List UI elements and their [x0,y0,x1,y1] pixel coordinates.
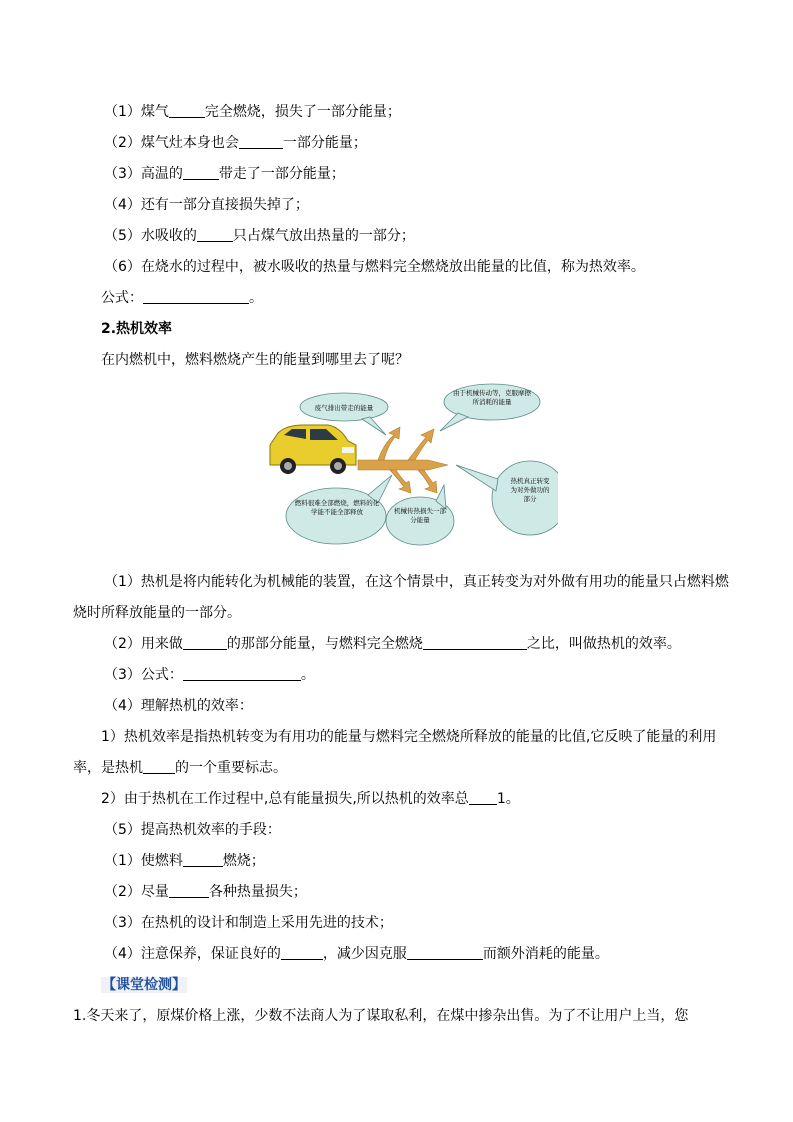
answer-blank[interactable] [197,227,233,242]
item-text: （1）使燃料 [104,853,183,869]
formula-end: 。 [249,290,263,306]
bubble-friction [440,384,540,431]
paragraph [73,759,287,777]
energy-flow-figure [258,383,558,549]
item-text: 之比，叫做热机的效率。 [526,636,681,652]
list-item [104,883,307,901]
list-item [104,196,309,214]
section-intro: 在内燃机中，燃料燃烧产生的能量到哪里去了呢？ [101,352,409,368]
list-item [104,258,645,276]
item-text: 1。 [496,791,520,807]
item-text: 而额外消耗的能量。 [482,946,609,962]
item-number: （4） [104,197,141,213]
list-item [104,666,315,684]
question-text: 1.冬天来了，原煤价格上涨，少数不法商人为了谋取私利，在煤中掺杂出售。为了不让用户上当，您 [73,1008,689,1024]
item-text: 的一个重要标志。 [175,760,287,776]
item-text: ，减少因克服 [322,946,407,962]
item-text: 一部分能量； [282,135,367,151]
classroom-check-tag: 【课堂检测】 [102,977,186,993]
list-item: （3）在热机的设计和制造上采用先进的技术； [104,915,393,931]
list-item: （4）理解热机的效率： [104,698,253,714]
bubble-incomplete [286,475,392,544]
item-text: 2）由于热机在工作过程中,总有能量损失,所以热机的效率总 [101,791,469,807]
bubble-useful [456,461,558,535]
answer-blank[interactable] [469,790,497,805]
list-item [104,103,401,121]
item-text: 只占煤气放出热量的一部分； [232,228,415,244]
item-text: 完全燃烧，损失了一部分能量； [204,104,401,120]
item-text: 带走了一部分能量； [218,166,345,182]
section-tag-line [101,976,187,994]
figure-canvas [258,383,558,549]
item-text: 煤气 [140,104,169,120]
item-text: 高温的 [140,166,183,182]
formula-label: 公式： [101,290,143,306]
answer-blank[interactable] [183,666,301,681]
item-text: 。 [300,667,315,683]
formula-line [101,289,263,307]
item-text: 燃烧； [222,853,265,869]
section-heading: 2.热机效率 [101,321,173,337]
bubble-friction-text: 由于机械传动等，克服摩擦所消耗的能量 [453,389,531,406]
answer-blank[interactable] [423,635,527,650]
car-icon [270,425,356,474]
item-number: （6） [104,259,141,275]
answer-blank[interactable] [239,134,283,149]
item-number: （2） [104,135,141,151]
item-number: （1） [104,104,141,120]
list-item: （5）提高热机效率的手段： [104,822,281,838]
answer-blank[interactable] [143,289,249,304]
item-text: （2）用来做 [104,636,183,652]
item-text: 各种热量损失； [208,884,307,900]
item-text: 在烧水的过程中，被水吸收的热量与燃料完全燃烧放出能量的比值，称为热效率。 [140,259,645,275]
item-number: （5） [104,228,141,244]
item-number: （3） [104,166,141,182]
paragraph: 烧时所释放能量的一部分。 [73,605,241,621]
answer-blank[interactable] [169,883,209,898]
paragraph: 1）热机效率是指热机转变为有用功的能量与燃料完全燃烧所释放的能量的比值,它反映了能量的利用 [101,729,717,745]
item-text: （4）注意保养，保证良好的 [104,946,281,962]
list-item [104,945,609,963]
list-item [104,852,265,870]
item-text: 水吸收的 [140,228,197,244]
energy-flow-arrows [358,427,448,493]
item-text: （3）公式： [104,667,183,683]
answer-blank[interactable] [183,635,227,650]
answer-blank[interactable] [143,759,175,774]
list-item [104,165,345,183]
paragraph [101,790,520,808]
item-text: 的那部分能量，与燃料完全燃烧 [226,636,423,652]
item-text: 率，是热机 [73,760,143,776]
bubble-exhaust-text: 废气排出带走的能量 [314,404,374,412]
answer-blank[interactable] [169,103,205,118]
item-text: （2）尽量 [104,884,169,900]
list-item [104,134,367,152]
list-item [104,635,681,653]
answer-blank[interactable] [407,945,483,960]
bubble-heat-loss [386,485,454,545]
list-item [104,227,415,245]
bubble-heat-text: 机械传热损失一部分能量 [394,507,446,524]
answer-blank[interactable] [183,852,223,867]
item-text: 煤气灶本身也会 [140,135,239,151]
answer-blank[interactable] [183,165,219,180]
answer-blank[interactable] [281,945,323,960]
paragraph: （1）热机是将内能转化为机械能的装置，在这个情景中，真正转变为对外做有用功的能量只占燃料燃 [104,574,729,590]
bubble-incomplete-text: 燃料很难全部燃烧，燃料的化学能不能全部释放 [294,499,380,516]
bubble-useful-text: 热机真正转变为对外做功的部分 [510,477,550,503]
item-text: 还有一部分直接损失掉了； [140,197,309,213]
